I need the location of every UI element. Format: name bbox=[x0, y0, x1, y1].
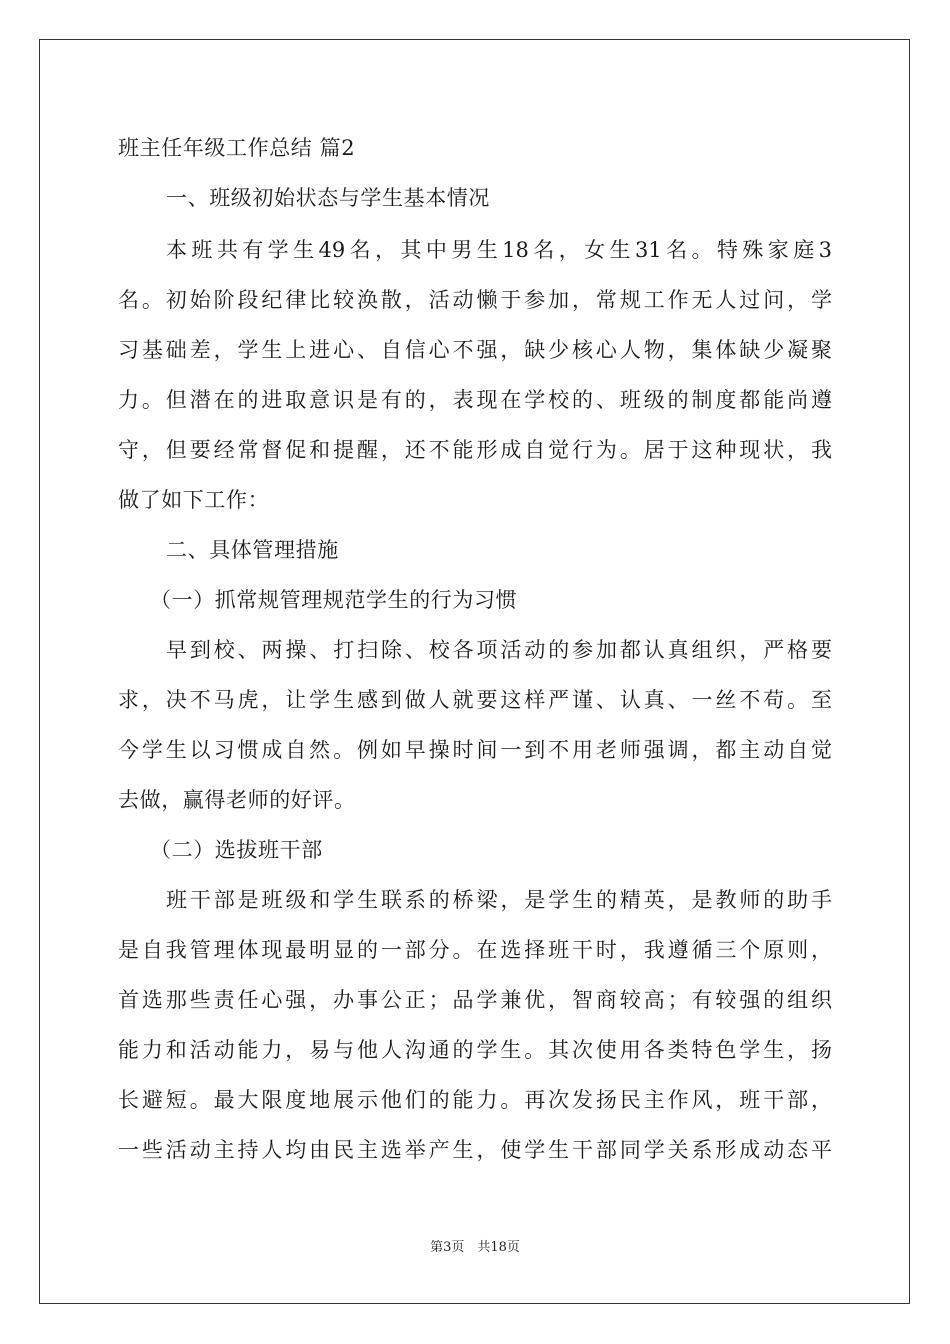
page-number-footer: 第3页 共18页 bbox=[430, 1240, 520, 1255]
subheading-2: （二）选拔班干部 bbox=[150, 838, 323, 862]
section-heading-2: 二、具体管理措施 bbox=[166, 538, 339, 562]
paragraph-2-line-3: 今学生以习惯成自然。例如早操时间一到不用老师强调，都主动自觉 bbox=[118, 738, 832, 762]
paragraph-2-line-1: 早到校、两操、打扫除、校各项活动的参加都认真组织，严格要 bbox=[166, 638, 832, 662]
paragraph-3-line-2: 是自我管理体现最明显的一部分。在选择班干时，我遵循三个原则， bbox=[118, 938, 832, 962]
paragraph-2-line-2: 求，决不马虎，让学生感到做人就要这样严谨、认真、一丝不苟。至 bbox=[118, 688, 832, 712]
paragraph-3-line-3: 首选那些责任心强，办事公正；品学兼优，智商较高；有较强的组织 bbox=[118, 988, 832, 1012]
paragraph-1-line-5: 守，但要经常督促和提醒，还不能形成自觉行为。居于这种现状，我 bbox=[118, 438, 832, 462]
section-heading-1: 一、班级初始状态与学生基本情况 bbox=[166, 186, 490, 210]
document-title: 班主任年级工作总结 篇2 bbox=[118, 136, 356, 160]
subheading-1: （一）抓常规管理规范学生的行为习惯 bbox=[150, 588, 518, 612]
paragraph-2-line-4: 去做，赢得老师的好评。 bbox=[118, 788, 356, 812]
paragraph-3-line-4: 能力和活动能力，易与他人沟通的学生。其次使用各类特色学生，扬 bbox=[118, 1038, 832, 1062]
paragraph-1-line-1: 本班共有学生49名，其中男生18名，女生31名。特殊家庭3 bbox=[166, 238, 832, 262]
paragraph-1-line-3: 习基础差，学生上进心、自信心不强，缺少核心人物，集体缺少凝聚 bbox=[118, 338, 832, 362]
paragraph-3-line-6: 一些活动主持人均由民主选举产生，使学生干部同学关系形成动态平 bbox=[118, 1138, 832, 1162]
paragraph-1-line-6: 做了如下工作： bbox=[118, 488, 270, 512]
page-border bbox=[39, 39, 910, 1304]
paragraph-1-line-2: 名。初始阶段纪律比较涣散，活动懒于参加，常规工作无人过问，学 bbox=[118, 288, 832, 312]
paragraph-1-line-4: 力。但潜在的进取意识是有的，表现在学校的、班级的制度都能尚遵 bbox=[118, 388, 832, 412]
paragraph-3-line-1: 班干部是班级和学生联系的桥梁，是学生的精英，是教师的助手 bbox=[166, 888, 832, 912]
paragraph-3-line-5: 长避短。最大限度地展示他们的能力。再次发扬民主作风，班干部， bbox=[118, 1088, 832, 1112]
